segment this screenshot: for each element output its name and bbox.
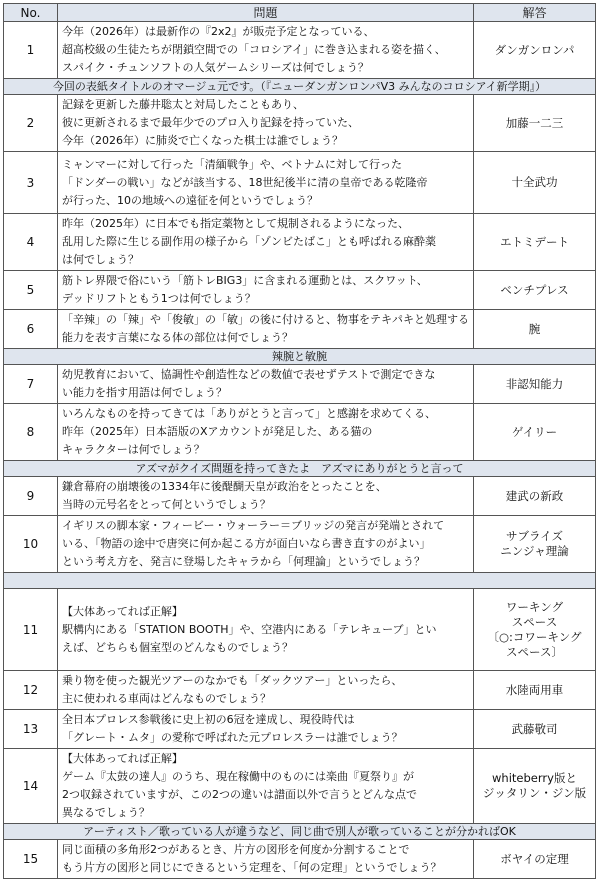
answer-line: ニンジャ理論 [500, 544, 569, 558]
note-text: アズマがクイズ問題を持ってきたよ アズマにありがとうと言って [4, 461, 596, 477]
question-row [4, 710, 596, 749]
note-row [4, 349, 596, 365]
question-row [4, 840, 596, 879]
header-question: 問題 [58, 4, 474, 22]
answer-line: エトミデート [500, 234, 569, 249]
question-line: デッドリフトともう1つは何でしょう？ [62, 292, 256, 305]
question-line: えば、どちらも個室型のどんなものでしょう？ [62, 640, 293, 654]
question-line: もう片方の図形と同じにできるという定理を、「何の定理」というでしょう？ [62, 861, 442, 874]
question-number: 8 [4, 404, 58, 461]
question-text [58, 95, 474, 152]
question-text [58, 365, 474, 404]
question-line: 2つ収録されていますが、この2つの違いは譜面以外で言うとどんな点で [62, 788, 417, 801]
question-number: 12 [4, 671, 58, 710]
question-number: 1 [4, 22, 58, 79]
answer-cell [474, 152, 596, 214]
question-line: という考え方を、発言に登場したキャラから「何理論」というでしょう？ [62, 555, 425, 568]
question-row [4, 214, 596, 271]
question-line: 乱用した際に生じる副作用の様子から「ゾンビたばこ」とも呼ばれる麻酔薬 [62, 235, 436, 248]
answer-line: ワーキング [505, 599, 564, 614]
question-row [4, 516, 596, 573]
question-line: 筋トレ界隈で俗にいう「筋トレBIG3」に含まれる運動とは、スクワット、 [62, 274, 428, 287]
answer-cell [474, 840, 596, 879]
question-row [4, 310, 596, 349]
question-row [4, 749, 596, 824]
answer-line: ジッタリン・ジン版 [482, 786, 587, 800]
question-text [58, 214, 474, 271]
question-line: 彼に更新されるまで最年少でのプロ入り記録を持っていた、 [62, 116, 359, 129]
question-line: が行った、10の地域への遠征を何というでしょう？ [62, 193, 318, 207]
answer-line: ベンチプレス [500, 282, 569, 297]
question-number: 10 [4, 516, 58, 573]
answer-line: 腕 [528, 321, 541, 336]
question-line: 【大体あってれば正解】 [62, 752, 183, 765]
question-line: 幼児教育において、協調性や創造性などの数値で表せずテストで測定できな [62, 368, 436, 381]
note-text [4, 573, 596, 589]
answer-cell [474, 365, 596, 404]
answer-cell [474, 310, 596, 349]
header-row [4, 4, 596, 22]
question-number: 9 [4, 477, 58, 516]
answer-line: サブライズ [505, 529, 564, 543]
question-line: イギリスの脚本家・フィービー・ウォーラー＝ブリッジの発言が発端とされて [62, 519, 445, 532]
question-line: 鎌倉幕府の崩壊後の1334年に後醍醐天皇が政治をとったことを、 [62, 480, 387, 493]
note-text: アーティスト／歌っている人が違うなど、同じ曲で別人が歌っていることが分かればOK [4, 824, 596, 840]
answer-cell [474, 516, 596, 573]
answer-line: ゲイリー [511, 424, 558, 439]
question-line: 主に使われる車両はどんなものでしょう？ [62, 692, 271, 705]
question-text [58, 152, 474, 214]
question-line: 当時の元号名をとって何というでしょう？ [62, 498, 271, 511]
question-text [58, 477, 474, 516]
question-row [4, 365, 596, 404]
question-line: 「辛辣」の「辣」や「俊敏」の「敏」の後に付けると、物事をテキパキと処理する [62, 313, 469, 326]
answer-line: whiteberry版と [492, 771, 577, 785]
question-line: 異なるでしょう？ [62, 806, 150, 819]
question-line: 乗り物を使った観光ツアーのなかでも「ダックツアー」といったら、 [62, 674, 403, 687]
question-number: 3 [4, 152, 58, 214]
question-text [58, 271, 474, 310]
question-line: キャラクターは何でしょう？ [62, 443, 205, 456]
answer-line: ダンガンロンパ [494, 42, 575, 57]
answer-cell [474, 22, 596, 79]
question-line: 今年（2026年）は最新作の『2x2』が販売予定となっている、 [62, 25, 375, 38]
question-line: は何でしょう？ [62, 253, 139, 266]
answer-cell [474, 477, 596, 516]
question-line: 【大体あってれば正解】 [62, 604, 183, 618]
note-row [4, 461, 596, 477]
answer-cell [474, 404, 596, 461]
note-row [4, 824, 596, 840]
quiz-rows [4, 22, 596, 879]
answer-cell [474, 710, 596, 749]
question-number: 11 [4, 589, 58, 671]
answer-line: 十全武功 [511, 175, 558, 189]
answer-line: 水陸両用車 [505, 682, 564, 697]
answer-line: 非認知能力 [505, 376, 564, 391]
answer-line: 〔○:コワーキング [487, 629, 582, 644]
question-text [58, 840, 474, 879]
question-row [4, 404, 596, 461]
header-answer: 解答 [474, 4, 596, 22]
question-text [58, 310, 474, 349]
question-line: 記録を更新した藤井聡太と対局したこともあり、 [62, 98, 304, 111]
question-line: 「ドンダーの戦い」などが該当する、18世紀後半に清の皇帝である乾隆帝 [62, 175, 428, 189]
answer-cell [474, 749, 596, 824]
quiz-sheet [3, 3, 595, 879]
question-line: い能力を指す用語は何でしょう？ [62, 386, 227, 399]
question-number: 6 [4, 310, 58, 349]
note-text: 辣腕と敏腕 [4, 349, 596, 365]
question-number: 14 [4, 749, 58, 824]
question-number: 15 [4, 840, 58, 879]
question-text [58, 22, 474, 79]
question-row [4, 271, 596, 310]
note-row [4, 573, 596, 589]
question-text [58, 749, 474, 824]
question-line: 超高校級の生徒たちが閉鎖空間での「コロシアイ」に巻き込まれる姿を描く、 [62, 43, 446, 56]
question-line: 全日本プロレス参戦後に史上初の6冠を達成し、現役時代は [62, 713, 355, 726]
question-row [4, 671, 596, 710]
question-line: ミャンマーに対して行った「清緬戦争」や、ベトナムに対して行った [62, 157, 403, 171]
question-line: 同じ面積の多角形2つがあるとき、片方の図形を何度か分割することで [62, 843, 410, 856]
question-text [58, 710, 474, 749]
answer-cell [474, 271, 596, 310]
question-number: 4 [4, 214, 58, 271]
question-number: 7 [4, 365, 58, 404]
note-text: 今回の表紙タイトルのオマージュ元です。（『ニューダンガンロンパV3 みんなのコロシアイ新学期』） [4, 79, 596, 95]
question-row [4, 477, 596, 516]
answer-line: スペース〕 [506, 644, 563, 659]
question-text [58, 404, 474, 461]
question-row [4, 95, 596, 152]
note-row [4, 79, 596, 95]
question-text [58, 516, 474, 573]
answer-cell [474, 95, 596, 152]
question-line: 昨年（2025年）に日本でも指定薬物として規制されるようになった、 [62, 217, 409, 230]
question-line: スパイク・チュンソフトの人気ゲームシリーズは何でしょう？ [62, 61, 369, 74]
question-line: 今年（2026年）に肺炎で亡くなった棋士は誰でしょう？ [62, 134, 343, 147]
question-row [4, 152, 596, 214]
question-row [4, 589, 596, 671]
question-line: 能力を表す言葉になる体の部位は何でしょう？ [62, 331, 293, 344]
answer-line: ボヤイの定理 [500, 851, 569, 866]
question-line: ゲーム『太鼓の達人』のうち、現在稼働中のものには楽曲『夏祭り』が [62, 770, 414, 783]
question-text [58, 589, 474, 671]
header-no: No. [4, 4, 58, 22]
answer-line: 加藤一二三 [505, 115, 564, 130]
question-number: 2 [4, 95, 58, 152]
answer-cell [474, 671, 596, 710]
question-line: 昨年（2025年）日本語版のXアカウントが発足した、ある猫の [62, 425, 373, 438]
question-line: 駅構内にある「STATION BOOTH」や、空港内にある「テレキューブ」とい [62, 622, 437, 636]
answer-cell [474, 214, 596, 271]
question-number: 13 [4, 710, 58, 749]
question-line: いる、「物語の途中で唐突に何か起こる方が面白いなら書き直すのがよい」 [62, 537, 431, 550]
question-line: 「グレート・ムタ」の愛称で呼ばれた元プロレスラーは誰でしょう？ [62, 731, 403, 744]
answer-line: 建武の新政 [505, 488, 564, 503]
question-text [58, 671, 474, 710]
quiz-table [3, 3, 596, 879]
answer-cell [474, 589, 596, 671]
answer-line: スペース [511, 614, 558, 629]
question-line: いろんなものを持ってきては「ありがとうと言って」と感謝を求めてくる、 [62, 407, 436, 420]
question-row [4, 22, 596, 79]
answer-line: 武藤敬司 [511, 721, 558, 736]
question-number: 5 [4, 271, 58, 310]
